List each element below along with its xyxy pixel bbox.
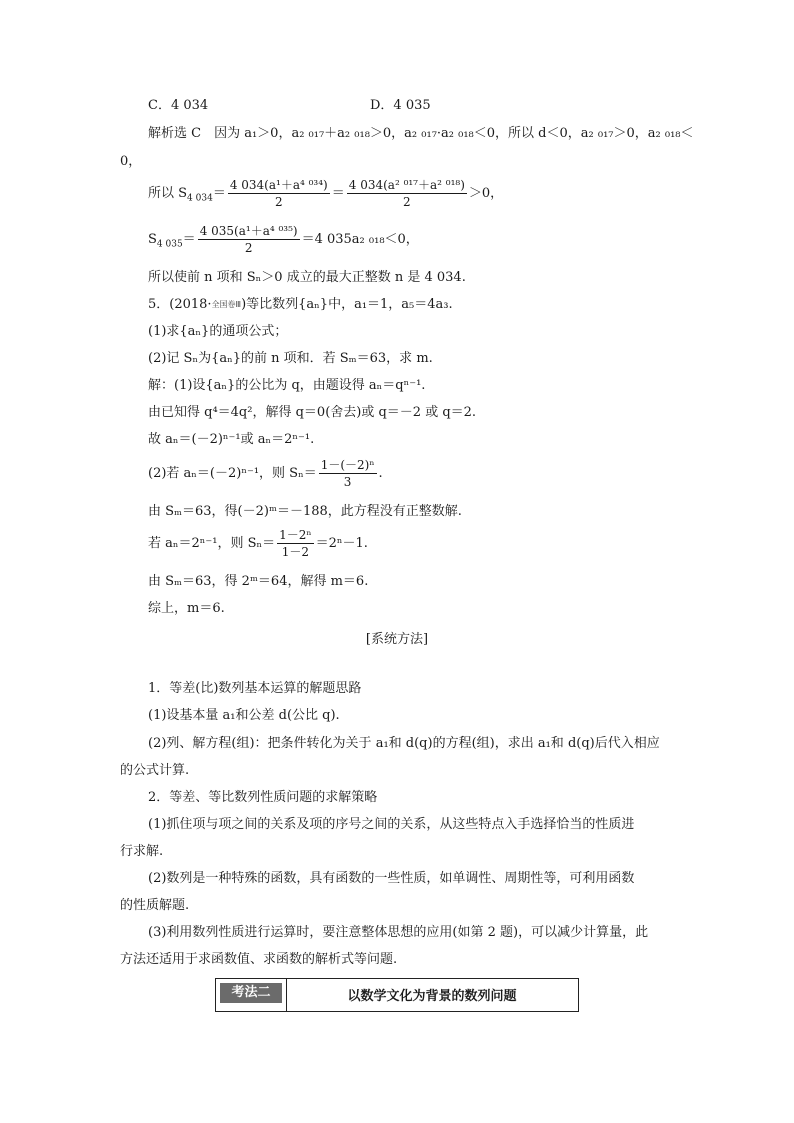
method-heading: [系统方法] bbox=[365, 632, 429, 647]
method-1b-line-1: (2)列、解方程(组)：把条件转化为关于 a₁和 d(q)的方程(组)，求出 a₁和 d(q)后代入相应 bbox=[148, 736, 660, 751]
formula-s4035-lhs-sub: 4 035 bbox=[156, 239, 183, 250]
solution-6-frac bbox=[277, 527, 313, 560]
analysis-line-1: 解析选 C 因为 a₁＞0，a₂ ₀₁₇＋a₂ ₀₁₈＞0，a₂ ₀₁₇·a₂ ₀₁₈＜0，所以 d＜0，a₂ ₀₁₇＞0，a₂ ₀₁₈＜ bbox=[148, 126, 694, 141]
frac-numerator: 4 034(a² ⁰¹⁷＋a² ⁰¹⁸) bbox=[348, 178, 465, 192]
solution-6-tail: ＝2ⁿ－1. bbox=[315, 536, 368, 551]
formula-s4034-lhs: 所以 S bbox=[148, 186, 188, 201]
solution-4-frac bbox=[319, 457, 377, 490]
formula-s4034-frac-2 bbox=[347, 177, 467, 210]
option-c: C．4 034 bbox=[148, 98, 209, 113]
method-2c-line-2: 方法还适用于求函数值、求函数的解析式等问题. bbox=[120, 952, 398, 967]
frac-denominator: 1－2 bbox=[281, 545, 310, 559]
solution-line-2: 由已知得 q⁴＝4q²，解得 q＝0(舍去)或 q＝－2 或 q＝2. bbox=[148, 405, 477, 420]
formula-s4035: $S_{4 035}=$ $\frac{\text{4 035(a¹＋a⁴ ⁰³⁵)}}{2}$ ＝4 035a₂ ₀₁₈＜0， bbox=[148, 224, 419, 255]
section-header-box bbox=[215, 978, 579, 1012]
frac-numerator: 4 035(a¹＋a⁴ ⁰³⁵) bbox=[199, 224, 298, 238]
exam-source-seal: 全国卷Ⅲ bbox=[211, 300, 242, 309]
conclusion-line: 所以使前 n 项和 Sₙ＞0 成立的最大正整数 n 是 4 034. bbox=[148, 270, 466, 285]
formula-s4035-frac bbox=[198, 223, 300, 256]
solution-line-1: 解：(1)设{aₙ}的公比为 q，由题设得 aₙ＝qⁿ⁻¹. bbox=[148, 378, 426, 393]
solution-6-pre: 若 aₙ＝2ⁿ⁻¹，则 Sₙ＝ bbox=[148, 536, 276, 551]
method-2b-line-1: (2)数列是一种特殊的函数，具有函数的一些性质，如单调性、周期性等，可利用函数 bbox=[148, 871, 635, 886]
method-1b-line-2: 的公式计算. bbox=[120, 763, 190, 778]
method-1a: (1)设基本量 a₁和公差 d(公比 q). bbox=[148, 708, 340, 723]
solution-line-8: 综上，m＝6. bbox=[148, 601, 225, 616]
method-2c-line-1: (3)利用数列性质进行运算时，要注意整体思想的应用(如第 2 题)，可以减少计算量，此 bbox=[148, 925, 649, 940]
method-2a-line-2: 行求解. bbox=[120, 844, 164, 859]
formula-s4034-lhs-sub: 4 034 bbox=[187, 193, 213, 204]
option-d: D．4 035 bbox=[370, 98, 431, 113]
formula-s4034-tail: ＞0， bbox=[468, 186, 504, 201]
frac-numerator: 4 034(a¹＋a⁴ ⁰³⁴) bbox=[229, 178, 328, 192]
question-5-stem bbox=[148, 295, 453, 316]
frac-denominator: 2 bbox=[274, 195, 283, 209]
question-5-part-1: (1)求{aₙ}的通项公式； bbox=[148, 324, 288, 339]
question-5-head: 5．(2018· bbox=[148, 297, 212, 312]
frac-numerator: 1－(－2)ⁿ bbox=[320, 458, 375, 472]
frac-denominator: 2 bbox=[244, 241, 253, 255]
analysis-line-2: 0， bbox=[120, 154, 142, 169]
solution-line-7: 由 Sₘ＝63，得 2ᵐ＝64，解得 m＝6. bbox=[148, 574, 369, 589]
solution-line-5: 由 Sₘ＝63，得(－2)ᵐ＝－188，此方程没有正整数解. bbox=[148, 504, 462, 519]
method-1-title: 1．等差(比)数列基本运算的解题思路 bbox=[148, 681, 362, 696]
frac-numerator: 1－2ⁿ bbox=[279, 528, 312, 542]
question-5-part-2: (2)记 Sₙ为{aₙ}的前 n 项和．若 Sₘ＝63，求 m. bbox=[148, 351, 433, 366]
formula-s4034: 所以 $S_{4 034}=$ $\frac{\text{4 034(a¹＋a⁴ ⁰³⁴)}}{2}$ ＝ $\frac{\text{4 034(a² ⁰¹⁷＋a² ⁰¹⁸)}}{2}$ ＞0， bbox=[148, 178, 504, 209]
solution-line-6 bbox=[148, 526, 368, 562]
formula-s4034-frac-1 bbox=[228, 177, 330, 210]
section-title: 以数学文化为背景的数列问题 bbox=[347, 989, 517, 1004]
solution-line-3: 故 aₙ＝(－2)ⁿ⁻¹或 aₙ＝2ⁿ⁻¹. bbox=[148, 432, 315, 447]
frac-denominator: 3 bbox=[343, 475, 352, 489]
frac-denominator: 2 bbox=[403, 195, 411, 209]
method-2a-line-1: (1)抓住项与项之间的关系及项的序号之间的关系，从这些特点入手选择恰当的性质进 bbox=[148, 817, 635, 832]
solution-line-4 bbox=[148, 456, 383, 492]
method-2-title: 2．等差、等比数列性质问题的求解策略 bbox=[148, 790, 378, 805]
solution-4-pre: (2)若 aₙ＝(－2)ⁿ⁻¹，则 Sₙ＝ bbox=[148, 466, 317, 481]
method-2b-line-2: 的性质解题. bbox=[120, 898, 190, 913]
formula-s4035-tail: ＝4 035a₂ ₀₁₈＜0， bbox=[301, 232, 419, 247]
section-tag: 考法二 bbox=[220, 983, 282, 1003]
formula-s4035-lhs: S bbox=[148, 232, 157, 247]
solution-4-tail: . bbox=[378, 466, 383, 481]
question-5-tail: )等比数列{aₙ}中，a₁＝1，a₅＝4a₃. bbox=[241, 297, 453, 312]
